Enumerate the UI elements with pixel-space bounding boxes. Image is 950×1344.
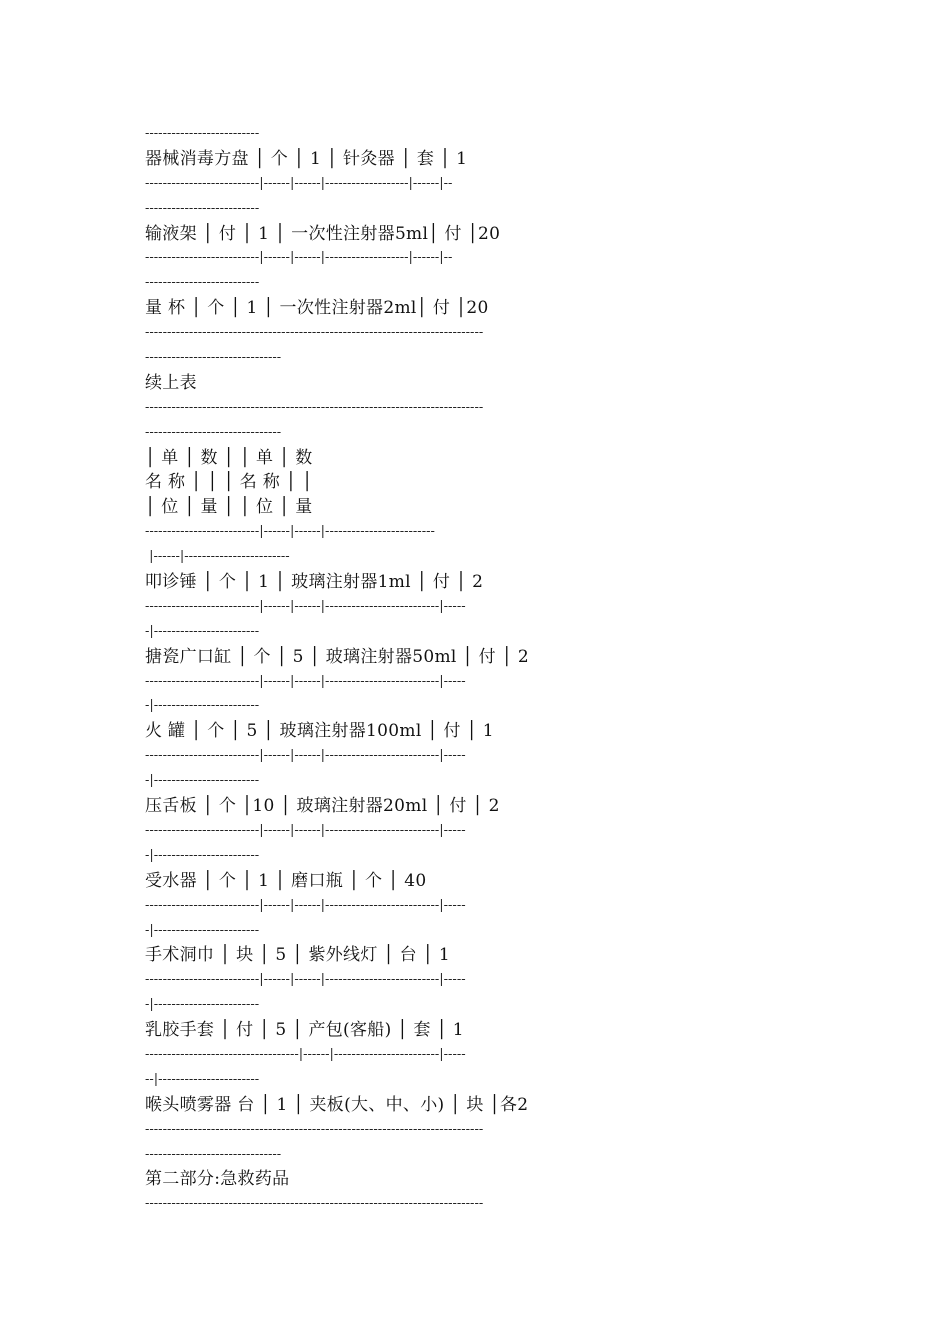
table-row: 叩诊锤 │ 个 │ 1 │ 玻璃注射器1ml │ 付 │ 2 — [145, 572, 484, 593]
table-row: 乳胶手套 │ 付 │ 5 │ 产包(客船) │ 套 │ 1 — [145, 1020, 464, 1041]
table-row: 手术洞巾 │ 块 │ 5 │ 紫外线灯 │ 台 │ 1 — [145, 945, 450, 966]
table-rule-line: --------------------------|------|------|--------------------------|----- — [145, 598, 466, 614]
table-rule-line: -----------------------------------|------|------------------------|----- — [145, 1046, 466, 1062]
table-row: 喉头喷雾器 台 │ 1 │ 夹板(大、中、小) │ 块 │各2 — [145, 1094, 529, 1115]
document-body — [145, 122, 810, 1217]
table-rule-line: --|----------------------- — [145, 1071, 260, 1087]
table-rule-line: ----------------------------------------------------------------------------- — [145, 399, 484, 415]
table-rule-line: ------------------------------- — [145, 424, 282, 440]
table-rule-line: -------------------------- — [145, 275, 260, 291]
table-row: 受水器 │ 个 │ 1 │ 磨口瓶 │ 个 │ 40 — [145, 870, 427, 891]
table-rule-line: -|------------------------ — [145, 698, 260, 714]
table-rule-line: |------|------------------------ — [145, 549, 290, 565]
table-rule-line: ----------------------------------------------------------------------------- — [145, 1121, 484, 1137]
table-rule-line: --------------------------|------|------|--------------------------|----- — [145, 897, 466, 913]
table-row: 搪瓷广口缸 │ 个 │ 5 │ 玻璃注射器50ml │ 付 │ 2 — [145, 646, 529, 667]
table-rule-line: -|------------------------ — [145, 773, 260, 789]
table-row: 量 杯 │ 个 │ 1 │ 一次性注射器2ml│ 付 │20 — [145, 298, 489, 319]
table-row: 输液架 │ 付 │ 1 │ 一次性注射器5ml│ 付 │20 — [145, 223, 501, 244]
table-rule-line: --------------------------|------|------|-------------------|------|-- — [145, 250, 453, 266]
table-header-row: │ 位 │ 量 │ │ 位 │ 量 — [145, 497, 313, 518]
table-row: 压舌板 │ 个 │10 │ 玻璃注射器20ml │ 付 │ 2 — [145, 796, 500, 817]
table-rule-line: ----------------------------------------------------------------------------- — [145, 1196, 484, 1212]
table-rule-line: -|------------------------ — [145, 922, 260, 938]
section-heading: 第二部分:急救药品 — [145, 1169, 290, 1190]
section-heading: 续上表 — [145, 372, 197, 393]
table-header-row: 名 称 │ │ │ 名 称 │ │ — [145, 472, 313, 493]
table-rule-line: -|------------------------ — [145, 847, 260, 863]
table-rule-line: --------------------------|------|------|--------------------------|----- — [145, 822, 466, 838]
table-rule-line: --------------------------|------|------|--------------------------|----- — [145, 972, 466, 988]
table-row: 火 罐 │ 个 │ 5 │ 玻璃注射器100ml │ 付 │ 1 — [145, 721, 494, 742]
table-header-row: │ 单 │ 数 │ │ 单 │ 数 — [145, 447, 313, 468]
table-rule-line: --------------------------|------|------|-------------------|------|-- — [145, 175, 453, 191]
table-rule-line: ----------------------------------------------------------------------------- — [145, 325, 484, 341]
table-rule-line: --------------------------|------|------|--------------------------|----- — [145, 673, 466, 689]
table-row: 器械消毒方盘 │ 个 │ 1 │ 针灸器 │ 套 │ 1 — [145, 148, 468, 169]
table-rule-line: --------------------------|------|------|------------------------- — [145, 524, 435, 540]
table-rule-line: -|------------------------ — [145, 997, 260, 1013]
table-rule-line: -------------------------- — [145, 126, 260, 141]
table-rule-line: -------------------------- — [145, 200, 260, 216]
table-rule-line: -|------------------------ — [145, 623, 260, 639]
table-rule-line: ------------------------------- — [145, 350, 282, 366]
table-rule-line: --------------------------|------|------|--------------------------|----- — [145, 748, 466, 764]
table-rule-line: ------------------------------- — [145, 1146, 282, 1162]
